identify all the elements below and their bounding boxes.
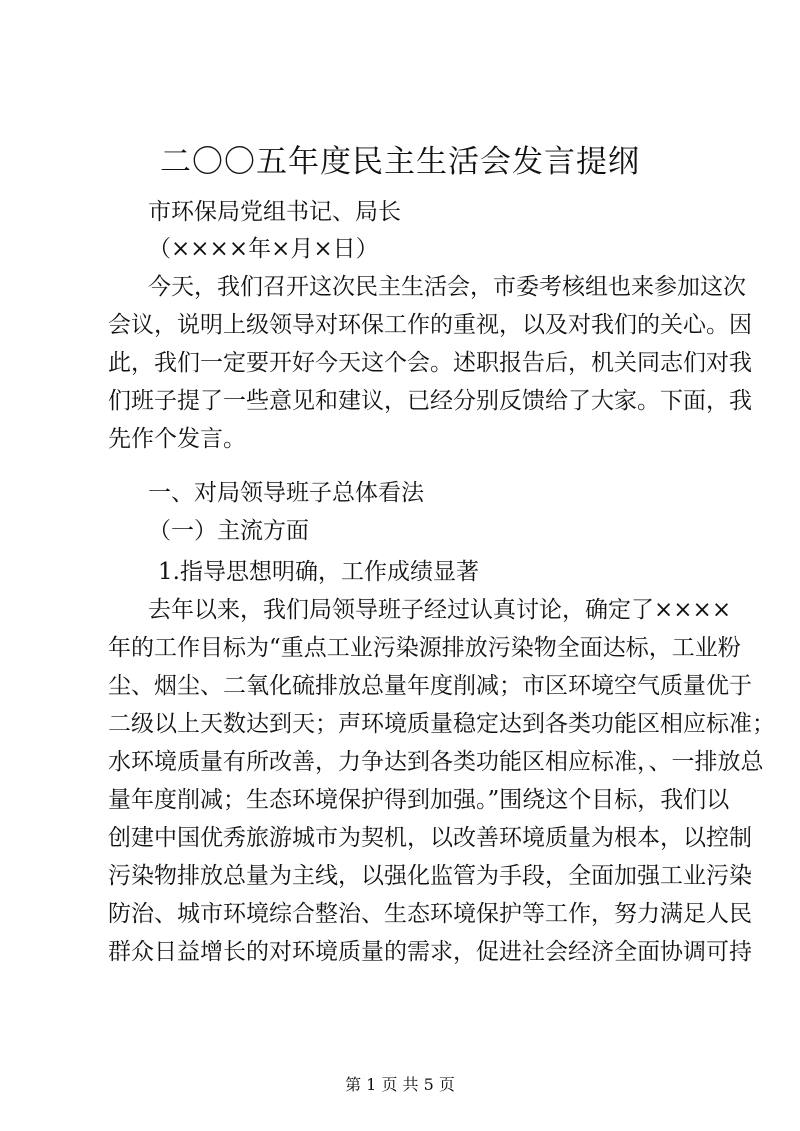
intro-line: 先作个发言。 (108, 426, 246, 452)
body-line: 防治、城市环境综合整治、生态环境保护等工作，努力满足人民 (108, 901, 752, 927)
body-line: 二级以上天数达到天；声环境质量稳定达到各类功能区相应标准； (108, 711, 775, 737)
body-line: 量年度削减；生态环境保护得到加强。”围绕这个目标，我们以 (108, 787, 730, 813)
section-heading: 一、对局领导班子总体看法 (148, 480, 424, 506)
point-heading: 1.指导思想明确，工作成绩显著 (158, 559, 479, 585)
intro-line: 们班子提了一些意见和建议，已经分别反馈给了大家。下面，我 (108, 388, 752, 414)
body-line: 群众日益增长的对环境质量的需求，促进社会经济全面协调可持 (108, 939, 752, 965)
document-title: 二〇〇五年度民主生活会发言提纲 (160, 144, 640, 180)
body-line: 去年以来，我们局领导班子经过认真讨论，确定了×××× (148, 597, 732, 623)
intro-line: 今天，我们召开这次民主生活会，市委考核组也来参加这次 (148, 274, 746, 300)
intro-line: 此，我们一定要开好今天这个会。述职报告后，机关同志们对我 (108, 350, 752, 376)
intro-line: 会议，说明上级领导对环保工作的重视，以及对我们的关心。因 (108, 312, 752, 338)
body-line: 创建中国优秀旅游城市为契机，以改善环境质量为根本，以控制 (108, 825, 752, 851)
date-line: （××××年×月×日） (148, 236, 379, 262)
body-line: 污染物排放总量为主线，以强化监管为手段，全面加强工业污染 (108, 863, 752, 889)
body-line: 水环境质量有所改善，力争达到各类功能区相应标准，、一排放总 (108, 749, 764, 775)
author-line: 市环保局党组书记、局长 (148, 199, 401, 225)
page-footer: 第 1 页 共 5 页 (345, 1075, 455, 1094)
subsection-heading: （一）主流方面 (148, 518, 309, 544)
body-line: 尘、烟尘、二氧化硫排放总量年度削减；市区环境空气质量优于 (108, 673, 752, 699)
body-line: 年的工作目标为“重点工业污染源排放污染物全面达标，工业粉 (108, 635, 741, 661)
